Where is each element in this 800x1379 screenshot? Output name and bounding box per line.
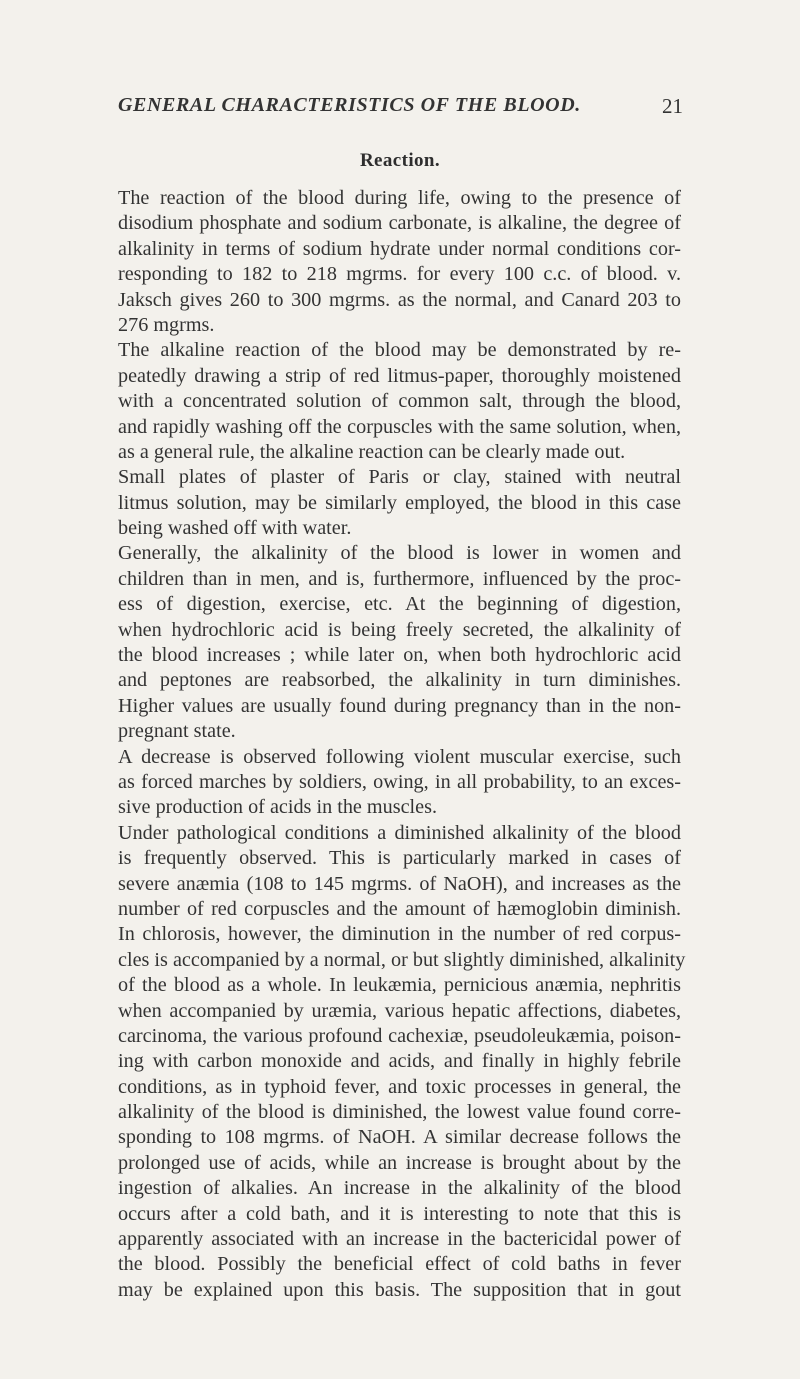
- text-line: Jaksch gives 260 to 300 mgrms. as the normal, and Canard 203 to: [118, 288, 681, 311]
- body-text: [118, 186, 686, 1303]
- text-line: is frequently observed. This is particularly marked in cases of: [118, 847, 681, 870]
- text-line: alkalinity in terms of sodium hydrate under normal conditions cor-: [118, 237, 681, 260]
- text-line: Higher values are usually found during pregnancy than in the non-: [118, 694, 681, 717]
- text-line: sponding to 108 mgrms. of NaOH. A similar decrease follows the: [118, 1126, 681, 1149]
- text-line: and peptones are reabsorbed, the alkalinity in turn diminishes.: [118, 669, 681, 692]
- text-line: ingestion of alkalies. An increase in the alkalinity of the blood: [118, 1177, 681, 1200]
- text-line: The reaction of the blood during life, owing to the presence of: [118, 187, 681, 209]
- text-line: may be explained upon this basis. The supposition that in gout: [118, 1278, 681, 1301]
- text-line: as forced marches by soldiers, owing, in all probability, to an exces-: [118, 770, 681, 793]
- text-line: apparently associated with an increase in the bactericidal power of: [118, 1228, 681, 1251]
- text-line: when hydrochloric acid is being freely secreted, the alkalinity of: [118, 618, 681, 641]
- page-number: 21: [662, 94, 683, 118]
- text-line: occurs after a cold bath, and it is interesting to note that this is: [118, 1202, 681, 1225]
- text-line: conditions, as in typhoid fever, and toxic processes in general, the: [118, 1075, 681, 1098]
- text-line: when accompanied by uræmia, various hepatic affections, diabetes,: [118, 999, 681, 1022]
- text-line: as a general rule, the alkaline reaction can be clearly made out.: [118, 440, 626, 463]
- text-line: cles is accompanied by a normal, or but slightly diminished, alkalinity: [118, 948, 686, 971]
- text-line: carcinoma, the various profound cachexiæ, pseudoleukæmia, poison-: [118, 1024, 681, 1047]
- text-line: In chlorosis, however, the diminution in the number of red corpus-: [118, 923, 681, 946]
- text-line: sive production of acids in the muscles.: [118, 796, 438, 819]
- text-line: 276 mgrms.: [118, 313, 215, 336]
- text-line: number of red corpuscles and the amount of hæmoglobin diminish.: [118, 897, 681, 920]
- section-heading: Reaction.: [359, 150, 441, 171]
- running-head: [118, 94, 683, 124]
- text-line: Generally, the alkalinity of the blood is lower in women and: [118, 542, 681, 565]
- running-title: GENERAL CHARACTERISTICS OF THE BLOOD.: [118, 94, 581, 116]
- text-line: severe anæmia (108 to 145 mgrms. of NaOH), and increases as the: [118, 872, 681, 895]
- text-line: of the blood as a whole. In leukæmia, pernicious anæmia, nephritis: [118, 974, 681, 997]
- text-line: A decrease is observed following violent muscular exercise, such: [118, 745, 681, 768]
- text-line: ing with carbon monoxide and acids, and finally in highly febrile: [118, 1050, 681, 1073]
- text-line: The alkaline reaction of the blood may be demonstrated by re-: [118, 339, 681, 362]
- text-line: pregnant state.: [118, 720, 236, 743]
- text-line: alkalinity of the blood is diminished, the lowest value found corre-: [118, 1101, 681, 1124]
- text-line: Under pathological conditions a diminished alkalinity of the blood: [118, 821, 681, 844]
- text-line: children than in men, and is, furthermore, influenced by the proc-: [118, 567, 681, 590]
- text-line: the blood. Possibly the beneficial effect of cold baths in fever: [118, 1253, 681, 1276]
- text-line: prolonged use of acids, while an increase is brought about by the: [118, 1151, 681, 1174]
- text-line: responding to 182 to 218 mgrms. for every 100 c.c. of blood. v.: [118, 263, 681, 286]
- text-line: peatedly drawing a strip of red litmus-paper, thoroughly moistened: [118, 364, 681, 387]
- text-line: ess of digestion, exercise, etc. At the beginning of digestion,: [118, 593, 681, 616]
- text-line: and rapidly washing off the corpuscles with the same solution, when,: [118, 415, 681, 438]
- text-line: being washed off with water.: [118, 517, 352, 540]
- text-line: Small plates of plaster of Paris or clay, stained with neutral: [118, 466, 681, 489]
- text-line: litmus solution, may be similarly employed, the blood in this case: [118, 491, 681, 514]
- text-line: the blood increases ; while later on, when both hydrochloric acid: [118, 644, 681, 667]
- text-line: disodium phosphate and sodium carbonate, is alkaline, the degree of: [118, 212, 681, 235]
- text-line: with a concentrated solution of common salt, through the blood,: [118, 390, 681, 413]
